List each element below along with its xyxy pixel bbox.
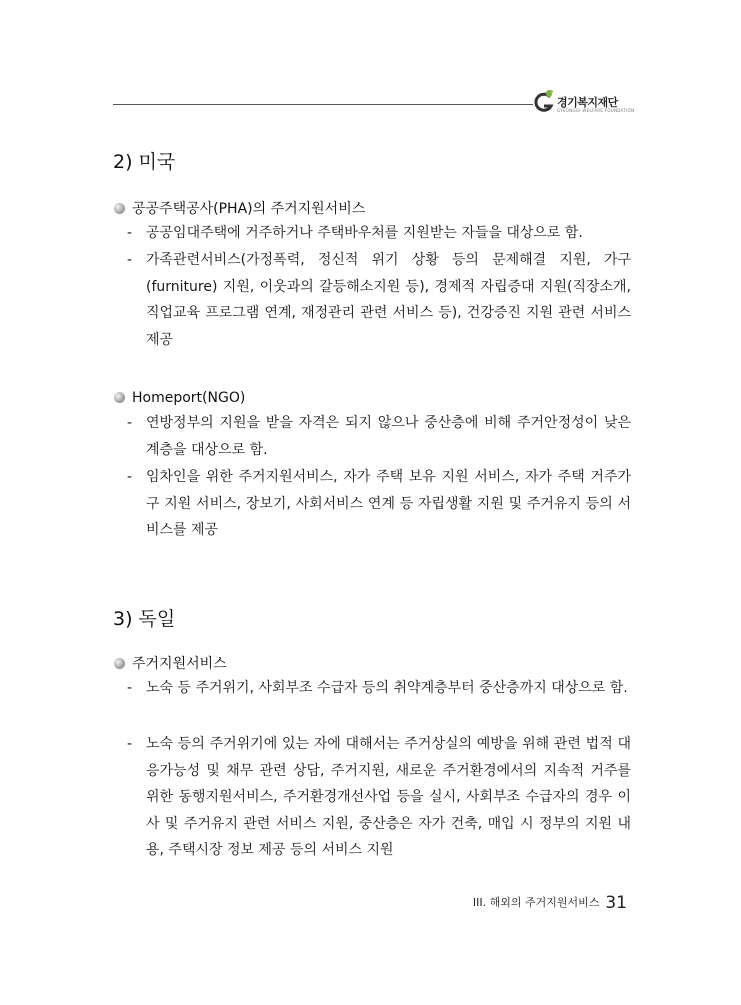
logo-mark-icon <box>533 90 555 116</box>
bullet-label: 공공주택공사(PHA)의 주거지원서비스 <box>132 201 366 217</box>
bullet-dot-icon <box>114 392 125 403</box>
bullet-homeport <box>113 389 245 407</box>
list-item: - 임차인을 위한 주거지원서비스, 자가 주택 보유 지원 서비스, 자가 주택 거주가구 지원 서비스, 장보기, 사회서비스 연계 등 자립생활 지원 및 주거유지 등의 서비스를 제공 <box>127 464 631 544</box>
bullet-dot-icon <box>114 203 125 214</box>
page-footer <box>473 893 627 913</box>
list-item-text: 연방정부의 지원을 받을 자격은 되지 않으나 중산층에 비해 주거안정성이 낮은 계층을 대상으로 함. <box>146 415 631 458</box>
footer-chapter: III. 해외의 주거지원서비스 <box>472 896 600 909</box>
bullet-label: Homeport(NGO) <box>132 390 246 406</box>
page-number: 31 <box>605 893 627 913</box>
logo-subtitle: GYEONGGI WELFARE FOUNDATION <box>557 108 635 113</box>
bullet-housing-support <box>113 655 227 673</box>
list-item: - 노숙 등 주거위기, 사회부조 수급자 등의 취약계층부터 중산층까지 대상으로 함. <box>127 675 631 702</box>
foundation-logo <box>533 88 643 118</box>
list-item: - 노숙 등의 주거위기에 있는 자에 대해서는 주거상실의 예방을 위해 관련 법적 대응가능성 및 채무 관련 상담, 주거지원, 새로운 주거환경에서의 지속적 거주를 위한 동행지원서비스, 주거환경개선사업 등을 실시, 사회부조 수급자의 경우 이사 및 주거유지 관련 서비스 지원, 중산층은 자가 건축, 매입 시 정부의 지원 내용, 주택시장 정보 제공 등의 서비스 지원 <box>127 731 631 864</box>
list-item-text: 노숙 등 주거위기, 사회부조 수급자 등의 취약계층부터 중산층까지 대상으로 함. <box>146 680 628 696</box>
bullet-dot-icon <box>114 658 125 669</box>
bullet-label: 주거지원서비스 <box>132 656 227 672</box>
list-item: - 가족관련서비스(가정폭력, 정신적 위기 상황 등의 문제해결 지원, 가구(furniture) 지원, 이웃과의 갈등해소지원 등), 경제적 자립증대 지원(직장소개, 직업교육 프로그램 연계, 재정관리 관련 서비스 등), 건강증진 지원 관련 서비스 제공 <box>127 247 631 353</box>
list-item: - 연방정부의 지원을 받을 자격은 되지 않으나 중산층에 비해 주거안정성이 낮은 계층을 대상으로 함. <box>127 410 631 463</box>
list-item-text: 노숙 등의 주거위기에 있는 자에 대해서는 주거상실의 예방을 위해 관련 법적 대응가능성 및 채무 관련 상담, 주거지원, 새로운 주거환경에서의 지속적 거주를 위한 동행지원서비스, 주거환경개선사업 등을 실시, 사회부조 수급자의 경우 이사 및 주거유지 관련 서비스 지원, 중산층은 자가 건축, 매입 시 정부의 지원 내용, 주택시장 정보 제공 등의 서비스 지원 <box>146 736 631 858</box>
logo-title: 경기복지재단 <box>557 96 618 109</box>
header-rule <box>113 104 533 105</box>
section-heading-usa: 2) 미국 <box>113 151 176 173</box>
bullet-pha <box>113 200 365 218</box>
list-item-text: 공공임대주택에 거주하거나 주택바우처를 지원받는 자들을 대상으로 함. <box>146 225 583 241</box>
list-item: - 공공임대주택에 거주하거나 주택바우처를 지원받는 자들을 대상으로 함. <box>127 220 631 247</box>
list-item-text: 가족관련서비스(가정폭력, 정신적 위기 상황 등의 문제해결 지원, 가구(furniture) 지원, 이웃과의 갈등해소지원 등), 경제적 자립증대 지원(직장소개, 직업교육 프로그램 연계, 재정관리 관련 서비스 등), 건강증진 지원 관련 서비스 제공 <box>146 252 631 348</box>
list-item-text: 임차인을 위한 주거지원서비스, 자가 주택 보유 지원 서비스, 자가 주택 거주가구 지원 서비스, 장보기, 사회서비스 연계 등 자립생활 지원 및 주거유지 등의 서비스를 제공 <box>146 469 631 538</box>
section-heading-germany: 3) 독일 <box>113 608 176 630</box>
